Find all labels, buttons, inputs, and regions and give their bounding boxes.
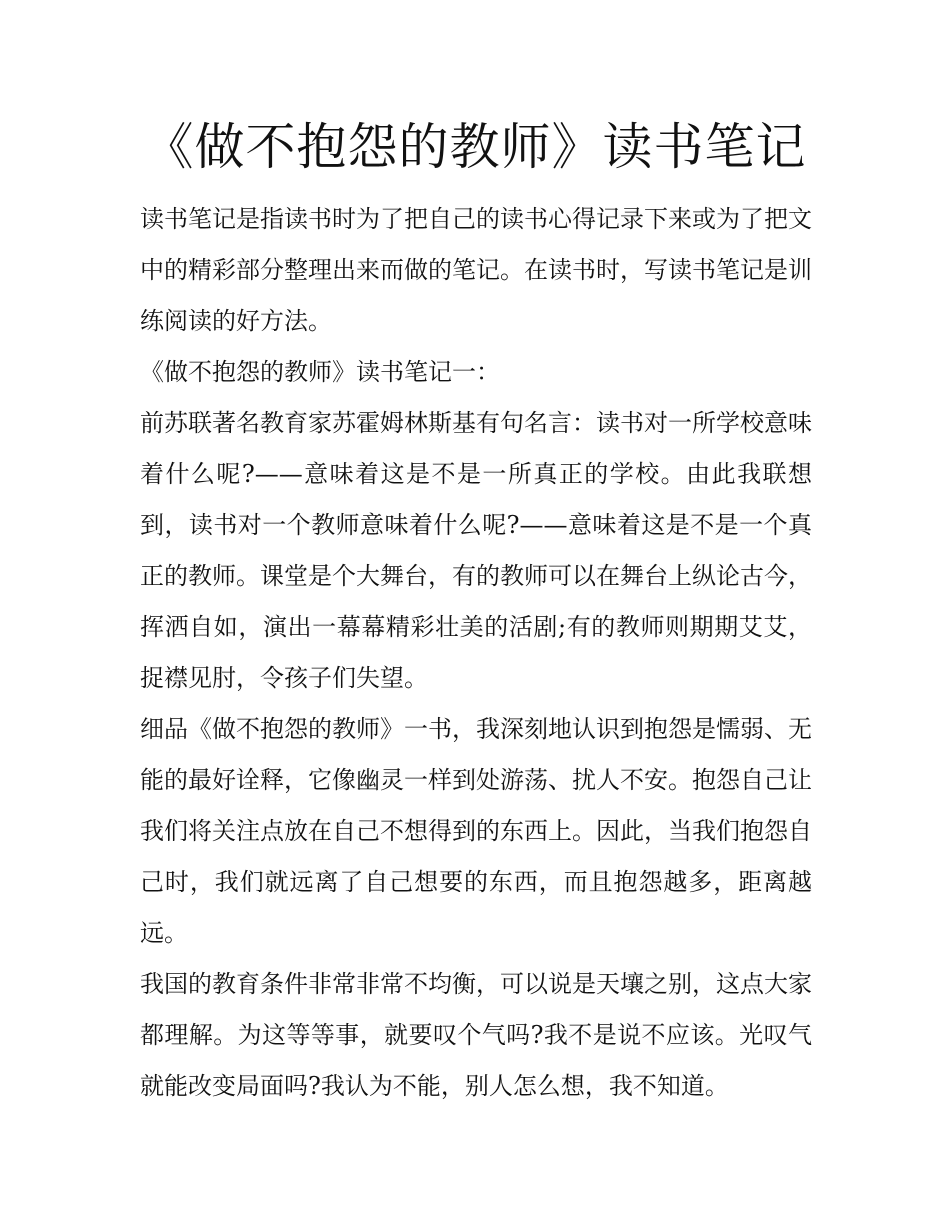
paragraph-suhomlinsky: 前苏联著名教育家苏霍姆林斯基有句名言：读书对一所学校意味着什么呢?——意味着这是不是一所真正的学校。由此我联想到，读书对一个教师意味着什么呢?——意味着这是不是一个真正的教师。课堂是个大舞台，有的教师可以在舞台上纵论古今，挥洒自如，演出一幕幕精彩壮美的活剧;有的教师则期期艾艾，捉襟见肘，令孩子们失望。	[140, 409, 812, 692]
paragraph-reflection: 细品《做不抱怨的教师》一书，我深刻地认识到抱怨是懦弱、无能的最好诠释，它像幽灵一样到处游荡、扰人不安。抱怨自己让我们将关注点放在自己不想得到的东西上。因此，当我们抱怨自己时，我们就远离了自己想要的东西，而且抱怨越多，距离越远。	[140, 715, 812, 947]
paragraph-conditions: 我国的教育条件非常非常不均衡，可以说是天壤之别，这点大家都理解。为这等等事，就要叹个气吗?我不是说不应该。光叹气就能改变局面吗?我认为不能，别人怎么想，我不知道。	[140, 970, 812, 1100]
document-body	[140, 194, 812, 1112]
paragraph-intro: 读书笔记是指读书时为了把自己的读书心得记录下来或为了把文中的精彩部分整理出来而做的笔记。在读书时，写读书笔记是训练阅读的好方法。	[140, 205, 812, 335]
paragraph-heading: 《做不抱怨的教师》读书笔记一：	[140, 358, 500, 386]
document-title: 《做不抱怨的教师》读书笔记	[143, 118, 807, 176]
